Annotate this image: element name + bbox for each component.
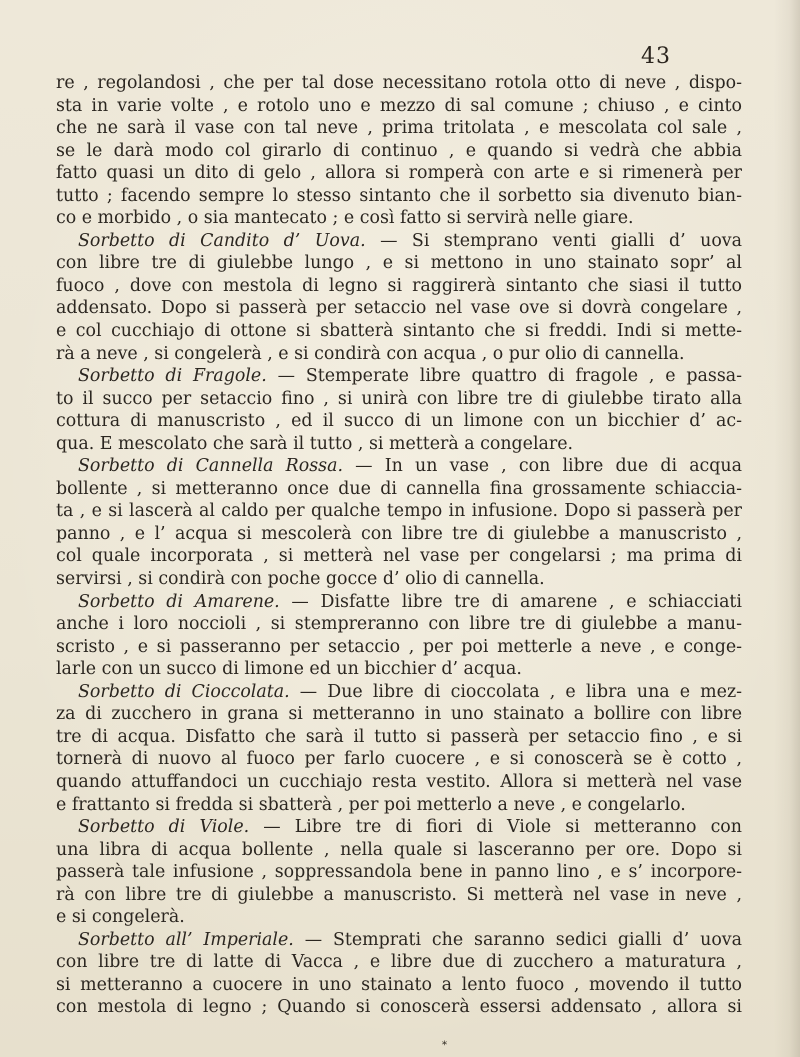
recipe-heading-line bbox=[56, 230, 742, 253]
line-text: — Disfatte libre tre di amarene , e schiacciati bbox=[279, 591, 742, 612]
text-line bbox=[56, 320, 742, 343]
text-line bbox=[56, 748, 742, 771]
text-line bbox=[56, 545, 742, 568]
line-text: panno , e l’ acqua si mescolerà con libre tre di giulebbe a manuscristo , bbox=[56, 523, 742, 544]
text-line bbox=[56, 343, 742, 366]
line-text: si metteranno a cuocere in uno stainato a lento fuoco , movendo il tutto bbox=[56, 974, 742, 995]
text-line bbox=[56, 478, 742, 501]
recipe-title: Sorbetto di Cioccolata. bbox=[78, 681, 290, 702]
recipe-title: Sorbetto di Amarene. bbox=[78, 591, 280, 612]
text-line bbox=[56, 252, 742, 275]
text-line bbox=[56, 568, 742, 591]
line-text: servirsi , si condirà con poche gocce d’ olio di cannella. bbox=[56, 569, 545, 590]
body-text bbox=[56, 72, 742, 1019]
text-line bbox=[56, 72, 742, 95]
line-text: — Libre tre di fiori di Viole si metteranno con bbox=[249, 817, 742, 838]
line-text: quando attuffandoci un cucchiajo resta vestito. Allora si metterà nel vase bbox=[56, 771, 742, 792]
recipe-heading-line bbox=[56, 816, 742, 839]
text-line bbox=[56, 500, 742, 523]
line-text: ta , e si lascerà al caldo per qualche tempo in infusione. Dopo si passerà per bbox=[56, 501, 742, 522]
line-text: con mestola di legno ; Quando si conoscerà essersi addensato , allora si bbox=[56, 997, 742, 1018]
line-text: — Due libre di cioccolata , e libra una e mez- bbox=[289, 681, 743, 702]
text-line bbox=[56, 388, 742, 411]
text-line bbox=[56, 906, 742, 929]
line-text: re , regolandosi , che per tal dose necessitano rotola otto di neve , dispo- bbox=[56, 73, 742, 93]
recipe-title: Sorbetto di Cannella Rossa. bbox=[78, 456, 343, 477]
text-line bbox=[56, 613, 742, 636]
text-line bbox=[56, 117, 742, 140]
line-text: addensato. Dopo si passerà per setaccio nel vase ove si dovrà congelare , bbox=[56, 298, 742, 319]
text-line bbox=[56, 861, 742, 884]
text-line bbox=[56, 275, 742, 298]
recipe-heading-line bbox=[56, 591, 742, 614]
line-text: — Stemperate libre quattro di fragole , e passa- bbox=[266, 366, 742, 387]
line-text: — Si stemprano venti gialli d’ uova bbox=[365, 230, 742, 251]
line-text: una libra di acqua bollente , nella quale si lasceranno per ore. Dopo si bbox=[56, 839, 742, 860]
text-line bbox=[56, 884, 742, 907]
text-line bbox=[56, 636, 742, 659]
line-text: che ne sarà il vase con tal neve , prima tritolata , e mescolata col sale , bbox=[56, 118, 742, 139]
line-text: za di zucchero in grana si metteranno in uno stainato a bollire con libre bbox=[56, 704, 742, 725]
line-text: cottura di manuscristo , ed il succo di un limone con un bicchier d’ ac- bbox=[56, 411, 742, 432]
line-text: to il succo per setaccio fino , si unirà con libre tre di giulebbe tirato alla bbox=[56, 388, 742, 409]
line-text: e si congelerà. bbox=[56, 907, 185, 928]
text-line bbox=[56, 140, 742, 163]
text-line bbox=[56, 523, 742, 546]
page-number: 43 bbox=[641, 44, 671, 69]
text-line bbox=[56, 95, 742, 118]
text-line bbox=[56, 207, 742, 230]
line-text: — In un vase , con libre due di acqua bbox=[342, 456, 742, 477]
text-line bbox=[56, 771, 742, 794]
recipe-heading-line bbox=[56, 681, 742, 704]
recipe-heading-line bbox=[56, 929, 742, 952]
recipe-title: Sorbetto di Fragole. bbox=[78, 366, 267, 387]
line-text: rà con libre tre di giulebbe a manuscristo. Si metterà nel vase in neve , bbox=[56, 884, 742, 905]
line-text: larle con un succo di limone ed un bicchier d’ acqua. bbox=[56, 659, 522, 680]
text-line bbox=[56, 951, 742, 974]
text-line bbox=[56, 703, 742, 726]
line-text: scristo , e si passeranno per setaccio , per poi metterle a neve , e conge- bbox=[56, 636, 742, 657]
line-text: tornerà di nuovo al fuoco per farlo cuocere , e si conoscerà se è cotto , bbox=[56, 749, 742, 770]
line-text: col quale incorporata , si metterà nel vase per congelarsi ; ma prima di bbox=[56, 546, 742, 567]
line-text: sta in varie volte , e rotolo uno e mezzo di sal comune ; chiuso , e cinto bbox=[56, 95, 742, 116]
text-line bbox=[56, 433, 742, 456]
line-text: con libre tre di giulebbe lungo , e si mettono in uno stainato sopr’ al bbox=[56, 253, 742, 274]
text-line bbox=[56, 297, 742, 320]
text-line bbox=[56, 410, 742, 433]
line-text: con libre tre di latte di Vacca , e libre due di zucchero a maturatura , bbox=[56, 952, 742, 973]
recipe-heading-line bbox=[56, 365, 742, 388]
line-text: se le darà modo col girarlo di continuo , e quando si vedrà che abbia bbox=[56, 140, 742, 161]
line-text: rà a neve , si congelerà , e si condirà con acqua , o pur olio di cannella. bbox=[56, 343, 685, 364]
signature-mark: * bbox=[442, 1040, 447, 1051]
line-text: bollente , si metteranno once due di cannella fina grossamente schiaccia- bbox=[56, 478, 742, 499]
text-line bbox=[56, 658, 742, 681]
text-line bbox=[56, 794, 742, 817]
line-text: co e morbido , o sia mantecato ; e così fatto si servirà nelle giare. bbox=[56, 208, 634, 229]
text-line bbox=[56, 996, 742, 1019]
text-line bbox=[56, 974, 742, 997]
text-line bbox=[56, 185, 742, 208]
text-line bbox=[56, 162, 742, 185]
line-text: qua. E mescolato che sarà il tutto , si metterà a congelare. bbox=[56, 433, 574, 454]
line-text: anche i loro noccioli , si stempreranno con libre tre di giulebbe a manu- bbox=[56, 614, 742, 635]
text-line bbox=[56, 726, 742, 749]
text-line bbox=[56, 839, 742, 862]
recipe-heading-line bbox=[56, 455, 742, 478]
recipe-title: Sorbetto di Viole. bbox=[78, 817, 250, 838]
recipe-title: Sorbetto all’ Imperiale. bbox=[78, 929, 294, 950]
page-edge-shadow bbox=[774, 0, 800, 1057]
line-text: tutto ; facendo sempre lo stesso sintanto che il sorbetto sia divenuto bian- bbox=[56, 185, 742, 206]
line-text: tre di acqua. Disfatto che sarà il tutto si passerà per setaccio fino , e si bbox=[56, 726, 742, 747]
line-text: e col cucchiajo di ottone si sbatterà sintanto che si freddi. Indi si mette- bbox=[56, 321, 742, 342]
line-text: fuoco , dove con mestola di legno si raggirerà sintanto che siasi il tutto bbox=[56, 275, 742, 296]
line-text: fatto quasi un dito di gelo , allora si romperà con arte e si rimenerà per bbox=[56, 163, 742, 184]
line-text: — Stemprati che saranno sedici gialli d’ uova bbox=[293, 929, 742, 950]
line-text: e frattanto si fredda si sbatterà , per poi metterlo a neve , e congelarlo. bbox=[56, 794, 686, 815]
line-text: passerà tale infusione , soppressandola bene in panno lino , e s’ incorpore- bbox=[56, 862, 742, 883]
recipe-title: Sorbetto di Candito d’ Uova. bbox=[78, 230, 366, 251]
